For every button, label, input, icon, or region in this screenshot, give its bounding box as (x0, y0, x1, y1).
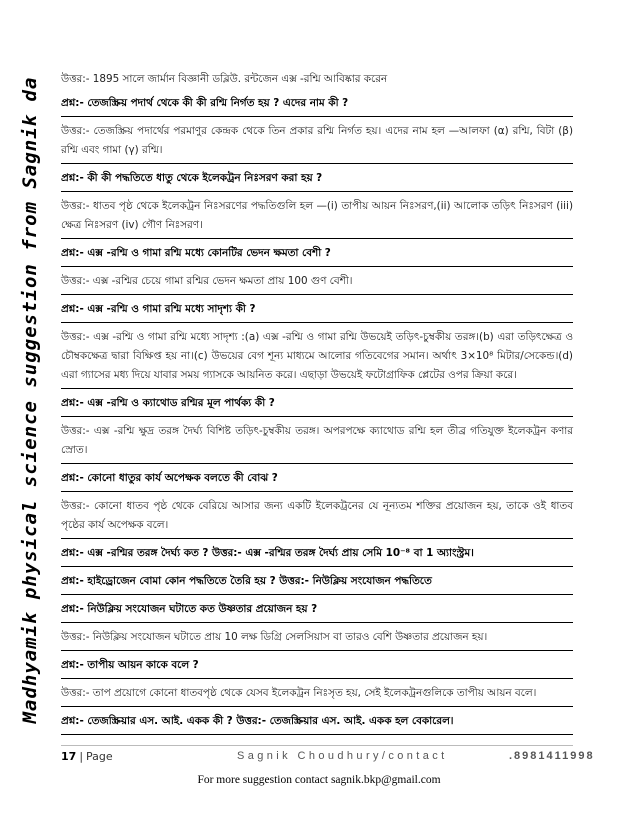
footer-author: Sagnik Choudhury/contact (237, 750, 448, 762)
question-text: প্রশ্ন:- তাপীয় আয়ন কাকে বলে ? (61, 654, 573, 679)
question-text: প্রশ্ন:- এক্স -রশ্মি ও ক্যাথোড রশ্মির মূল পার্থক্য কী ? (61, 392, 573, 417)
question-text: প্রশ্ন:- কোনো ধাতুর কার্য অপেক্ষক বলতে কী বোঝ ? (61, 467, 573, 492)
answer-text: উত্তর:- 1895 সালে জার্মান বিজ্ঞানী ডব্লিউ. রন্টজেন এক্স -রশ্মি আবিষ্কার করেন (61, 73, 388, 85)
answer-text: উত্তর:- ধাতব পৃষ্ঠ থেকে ইলেকট্রন নিঃসরণের পদ্ধতিগুলি হল —(i) তাপীয় আয়ন নিঃসরণ,(ii) আলোক তড়িৎ নিঃসরণ (iii) ক্ষেত্র নিঃসরণ (iv) গৌণ নিঃসরণ। (61, 195, 573, 239)
footer (61, 750, 595, 768)
page-word: Page (86, 750, 113, 763)
answer-text: উত্তর:- নিউক্লিয় সংযোজন ঘটাতে প্রায় 10 লক্ষ ডিগ্রি সেলসিয়াস বা তারও বেশি উষ্ণতার প্রয়োজন হয়। (61, 626, 573, 651)
question-text: প্রশ্ন:- হাইড্রোজেন বোমা কোন পদ্ধতিতে তৈরি হয় ? উত্তর:- নিউক্লিয় সংযোজন পদ্ধতিতে (61, 570, 573, 595)
page-indicator: 17 | Page (61, 750, 113, 763)
question-text: প্রশ্ন:- এক্স -রশ্মি ও গামা রশ্মি মধ্যে সাদৃশ্য কী ? (61, 298, 573, 323)
side-title-container (10, 40, 50, 760)
question-text: প্রশ্ন:- নিউক্লিয় সংযোজন ঘটাতে কত উষ্ণতার প্রয়োজন হয় ? (61, 598, 573, 623)
question-text: প্রশ্ন:- কী কী পদ্ধতিতে ধাতু থেকে ইলেকট্রন নিঃসরণ করা হয় ? (61, 167, 573, 192)
question-text: প্রশ্ন:- এক্স -রশ্মির তরঙ্গ দৈর্ঘ্য কত ? উত্তর:- এক্স -রশ্মির তরঙ্গ দৈর্ঘ্য প্রায় সেমি 10⁻⁸ বা 1 অ্যাংস্ট্রম। (61, 542, 573, 567)
contact-line: For more suggestion contact sagnik.bkp@gmail.com (197, 774, 441, 786)
side-title: Madhyamik physical science suggestion from Sagnik da (19, 76, 41, 724)
answer-text: উত্তর:- কোনো ধাতব পৃষ্ঠ থেকে বেরিয়ে আসার জন্য একটি ইলেকট্রনের যে নূন্যতম শক্তির প্রয়োজন হয়, তাকে ওই ধাতব পৃষ্ঠের কার্য অপেক্ষক বলে। (61, 495, 573, 539)
footer-divider (61, 745, 573, 746)
answer-text: উত্তর:- এক্স -রশ্মি ও গামা রশ্মি মধ্যে সাদৃশ্য :(a) এক্স -রশ্মি ও গামা রশ্মি উভয়েই তড়িৎ-চুম্বকীয় তরঙ্গ।(b) এরা তড়িৎক্ষেত্র ও চৌম্বকক্ষেত্র দ্বারা বিক্ষিপ্ত হয় না।(c) উভয়ের বেগ শূন্য মাধ্যমে আলোর গতিবেগের সমান। অর্থাৎ 3×10⁸ মিটার/সেকেন্ড।(d) এরা গ্যাসের মধ্য দিয়ে যাবার সময় গ্যাসকে আয়নিত করে। এছাড়া উভয়েই ফটোগ্রাফিক প্লেটের ওপর ক্রিয়া করে। (61, 326, 573, 389)
answer-text: উত্তর:- তেজস্ক্রিয় পদার্থের পরমাণুর কেন্দ্রক থেকে তিন প্রকার রশ্মি নির্গত হয়। এদের নাম হল —আলফা (α) রশ্মি, বিটা (β) রশ্মি এবং গামা (γ) রশ্মি। (61, 120, 573, 164)
answer-text: উত্তর:- এক্স -রশ্মির চেয়ে গামা রশ্মির ভেদন ক্ষমতা প্রায় 100 গুণ বেশী। (61, 270, 573, 295)
question-text: প্রশ্ন:- এক্স -রশ্মি ও গামা রশ্মি মধ্যে কোনটির ভেদন ক্ষমতা বেশী ? (61, 242, 573, 267)
footer-phone: .8981411998 (509, 750, 595, 762)
question-text: প্রশ্ন:- তেজস্ক্রিয় পদার্থ থেকে কী কী রশ্মি নির্গত হয় ? এদের নাম কী ? (61, 92, 573, 117)
answer-text: উত্তর:- এক্স -রশ্মি ক্ষুদ্র তরঙ্গ দৈর্ঘ্য বিশিষ্ট তড়িৎ-চুম্বকীয় তরঙ্গ। অপরপক্ষে ক্যাথোড রশ্মি হল তীব্র গতিযুক্ত ইলেকট্রন কণার স্রোত। (61, 420, 573, 464)
question-text: প্রশ্ন:- তেজস্ক্রিয়ার এস. আই. একক কী ? উত্তর:- তেজস্ক্রিয়ার এস. আই. একক হল বেকারেল। (61, 710, 573, 735)
page-number: 17 (61, 750, 77, 763)
answer-text: উত্তর:- তাপ প্রয়োগে কোনো ধাতবপৃষ্ঠ থেকে যেসব ইলেকট্রন নিঃসৃত হয়, সেই ইলেকট্রনগুলিকে তাপীয় আয়ন বলে। (61, 682, 573, 707)
content-area (61, 68, 573, 738)
